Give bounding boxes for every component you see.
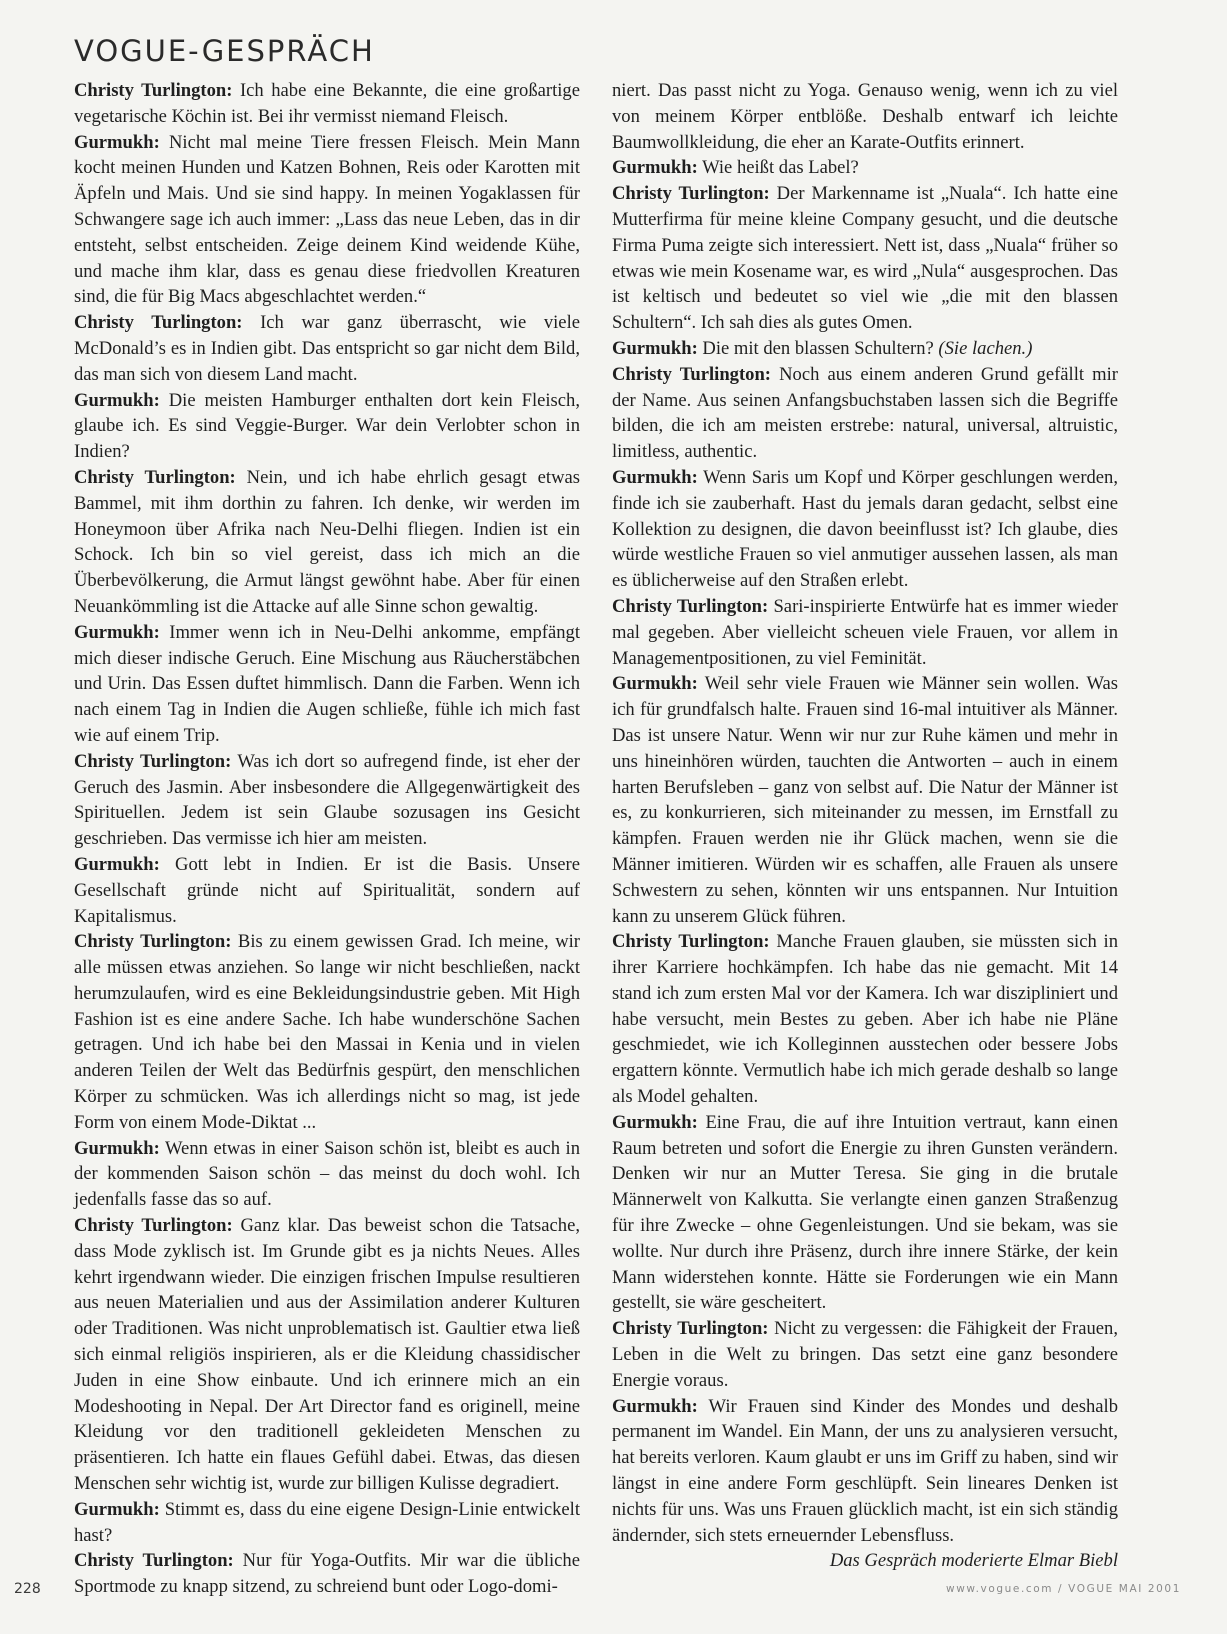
speaker-label: Christy Turlington: (74, 312, 243, 334)
interview-paragraph (74, 852, 580, 929)
speaker-label: Christy Turlington: (612, 1318, 769, 1340)
paragraph-text: Der Markenname ist „Nuala“. Ich hatte eine Mutterfirma für meine kleine Company gesucht, und die deutsche Firma Puma zeigte sich interessiert. Nett ist, dass „Nuala“ früher so etwas wie mein Kosename war, es wird „Nula“ ausgesprochen. Das ist keltisch und bedeutet so viel wie „die mit den blassen Schultern“. Ich sah dies als gutes Omen. (612, 183, 1118, 334)
interview-paragraph (612, 78, 1118, 155)
interview-paragraph (74, 620, 580, 749)
speaker-label: Gurmukh: (74, 621, 160, 643)
paragraph-text: Wenn Saris um Kopf und Körper geschlungen werden, finde ich sie zauberhaft. Hast du jemals daran gedacht, selbst eine Kollektion zu designen, die davon beeinflusst ist? Ich glaube, dies würde westliche Frauen so viel anmutiger aussehen lassen, als man es üblicherweise auf den Straßen erlebt. (612, 466, 1119, 592)
speaker-label: Gurmukh: (74, 389, 160, 411)
paragraph-text: Nur für Yoga-Outfits. Mir war die übliche Sportmode zu knapp sitzend, zu schreiend bunt oder Logo-domi- (74, 1550, 580, 1598)
stage-direction: (Sie lachen.) (938, 337, 1033, 359)
speaker-label: Gurmukh: (74, 131, 160, 153)
interview-paragraph (612, 1110, 1118, 1316)
speaker-label: Gurmukh: (74, 853, 160, 875)
speaker-label: Gurmukh: (612, 157, 698, 179)
paragraph-text: Wenn etwas in einer Saison schön ist, bleibt es auch in der kommenden Saison schön – das meinst du doch wohl. Ich jedenfalls fasse das so auf. (74, 1137, 581, 1211)
speaker-label: Christy Turlington: (74, 80, 233, 101)
speaker-label: Gurmukh: (612, 337, 698, 359)
speaker-label: Gurmukh: (612, 1111, 698, 1133)
paragraph-text: Gott lebt in Indien. Er ist die Basis. Unsere Gesellschaft gründe nicht auf Spiritualität, sondern auf Kapitalismus. (74, 853, 580, 927)
paragraph-text: Ich war ganz überrascht, wie viele McDonald’s es in Indien gibt. Das entspricht so gar nicht dem Bild, das man sich von diesem Land macht. (74, 312, 580, 385)
speaker-label: Christy Turlington: (612, 595, 769, 617)
paragraph-text: Nein, und ich habe ehrlich gesagt etwas Bammel, mit ihm dorthin zu fahren. Ich denke, wir werden im Honeymoon über Afrika nach Neu-Delhi fliegen. Indien ist ein Schock. Ich bin so viel gereist, dass ich mich an die Überbevölkerung, die Armut längst gewöhnt habe. Aber für einen Neuankömmling ist die Attacke auf alle Sinne schon gewaltig. (74, 466, 580, 617)
speaker-label: Christy Turlington: (74, 1215, 233, 1237)
interview-paragraph (74, 1136, 580, 1213)
paragraph-text: Immer wenn ich in Neu-Delhi ankomme, empfängt mich dieser indische Geruch. Eine Mischung aus Räucherstäbchen und Urin. Das Essen duftet himmlisch. Dann die Farben. Wenn ich nach einem Tag in Indien die Augen schließe, fühle ich mich fast wie auf einem Trip. (74, 621, 580, 746)
right-column (612, 78, 1118, 1574)
speaker-label: Christy Turlington: (74, 750, 232, 772)
paragraph-text: Weil sehr viele Frauen wie Männer sein wollen. Was ich für grundfalsch halte. Frauen sind 16-mal intuitiver als Männer. Das ist unsere Natur. Wenn wir nur zur Ruhe kämen und mehr in uns hineinhören würden, tauchten die Antworten – auch in einem harten Berufsleben – ganz von selbst auf. Die Natur der Männer ist es, zu konkurrieren, sich miteinander zu messen, im Ernstfall zu kämpfen. Frauen werden nie ihr Glück machen, wenn sie die Männer imitieren. Würden wir es schaffen, alle Frauen als unsere Schwestern zu sehen, könnten wir uns entspannen. Nur Intuition kann zu unserem Glück führen. (612, 673, 1119, 927)
paragraph-text: Die mit den blassen Schultern? (702, 337, 934, 359)
interview-paragraph (612, 155, 1118, 181)
paragraph-text: Bis zu einem gewissen Grad. Ich meine, wir alle müssen etwas anziehen. So lange wir nicht beschließen, nackt herumzulaufen, wird es eine Bekleidungsindustrie geben. Mit High Fashion ist es eine andere Sache. Ich habe wunderschöne Sachen getragen. Und ich habe bei den Massai in Kenia und in vielen anderen Teilen der Welt das Bedürfnis gespürt, den menschlichen Körper zu schmücken. Was ich allerdings nicht so mag, ist jede Form von einem Mode-Diktat ... (74, 931, 580, 1133)
paragraph-text: Noch aus einem anderen Grund gefällt mir der Name. Aus seinen Anfangsbuchstaben lassen sich die Begriffe bilden, die ich am meisten erstrebe: natural, universal, altruistic, limitless, authentic. (612, 363, 1118, 463)
speaker-label: Gurmukh: (612, 1395, 698, 1417)
paragraph-text: Was ich dort so aufregend finde, ist eher der Geruch des Jasmin. Aber insbesondere die Allgegenwärtigkeit des Spirituellen. Jedem ist sein Glaube sozusagen ins Gesicht geschrieben. Das vermisse ich hier am meisten. (74, 750, 580, 850)
interview-paragraph (612, 336, 1118, 362)
paragraph-text: Stimmt es, dass du eine eigene Design-Linie entwickelt hast? (74, 1498, 581, 1546)
interview-paragraph (612, 594, 1118, 671)
interview-paragraph (74, 749, 580, 852)
interview-paragraph (612, 181, 1118, 336)
interview-paragraph (74, 929, 580, 1135)
paragraph-text: Sari-inspirierte Entwürfe hat es immer wieder mal gegeben. Aber vielleicht scheuen viele Frauen, vor allem in Managementpositionen, zu viel Feminität. (612, 595, 1118, 669)
interview-paragraph (74, 1213, 580, 1497)
speaker-label: Christy Turlington: (74, 466, 236, 488)
footer-source: www.vogue.com / VOGUE MAI 2001 (946, 1583, 1181, 1595)
paragraph-text: Ich habe eine Bekannte, die eine großartige vegetarische Köchin ist. Bei ihr vermisst niemand Fleisch. (74, 80, 580, 127)
left-column (74, 78, 580, 1600)
paragraph-text: Wir Frauen sind Kinder des Mondes und deshalb permanent im Wandel. Ein Mann, der uns zu analysieren versucht, hat bereits verloren. Kaum glaubt er uns im Griff zu haben, sind wir längst in eine andere Form geschlüpft. Sein lineares Denken ist nichts für uns. Was uns Frauen glücklich macht, ist ein sich ständig ändernder, sich stets erneuernder Lebensfluss. (612, 1395, 1118, 1546)
speaker-label: Christy Turlington: (612, 183, 770, 205)
interview-paragraph (612, 1394, 1118, 1549)
speaker-label: Gurmukh: (612, 673, 698, 695)
interview-paragraph (74, 1497, 580, 1549)
interview-paragraph (74, 465, 580, 620)
moderator-credit: Das Gespräch moderierte Elmar Biebl (829, 1550, 1118, 1572)
interview-paragraph (612, 671, 1118, 929)
section-rubric: VOGUE-GESPRÄCH (74, 34, 375, 68)
paragraph-text: Ganz klar. Das beweist schon die Tatsache, dass Mode zyklisch ist. Im Grunde gibt es ja nichts Neues. Alles kehrt irgendwann wieder. Die einzigen frischen Impulse resultieren aus neuen Materialien und aus der Assimilation anderer Kulturen oder Traditionen. Was nicht unproblematisch ist. Gaultier etwa ließ sich einmal religiös inspirieren, als er die Kleidung chassidischer Juden in eine Show einbaute. Und ich erinnere mich an ein Modeshooting in Nepal. Der Art Director fand es originell, meine Kleidung vor den traditionell gekleideten Menschen zu präsentieren. Ich hatte ein flaues Gefühl dabei. Etwas, das diesen Menschen sehr wichtig ist, wurde zur billigen Kulisse degradiert. (74, 1215, 580, 1495)
paragraph-text: Die meisten Hamburger enthalten dort kein Fleisch, glaube ich. Es sind Veggie-Burger. War dein Verlobter schon in Indien? (74, 389, 580, 463)
paragraph-text: Nicht mal meine Tiere fressen Fleisch. Mein Mann kocht meinen Hunden und Katzen Bohnen, Reis oder Karotten mit Äpfeln und Mais. Und sie sind happy. In meinen Yogaklassen für Schwangere sage ich auch immer: „Lass das neue Leben, das in dir entsteht, selbst entscheiden. Zeige deinem Kind weidende Kühe, und mache ihm klar, dass es genau diese friedvollen Kreaturen sind, die für Big Macs abgeschlachtet werden.“ (74, 131, 580, 308)
page-number: 228 (14, 1581, 41, 1597)
speaker-label: Christy Turlington: (74, 931, 232, 953)
interview-paragraph (74, 388, 580, 465)
interview-paragraph (612, 362, 1118, 465)
speaker-label: Gurmukh: (74, 1137, 160, 1159)
speaker-label: Gurmukh: (612, 466, 698, 488)
paragraph-text: Eine Frau, die auf ihre Intuition vertraut, kann einen Raum betreten und sofort die Energie zu ihren Gunsten verändern. Denken wir nur an Mutter Teresa. Sie ging in die brutale Männerwelt von Kalkutta. Sie verlangte einen ganzen Straßenzug für ihre Zwecke – ohne Gegenleistungen. Und sie bekam, was sie wollte. Nur durch ihre Präsenz, durch ihre innere Stärke, der kein Mann widerstehen konnte. Hätte sie Forderungen wie ein Mann gestellt, sie wäre gescheitert. (612, 1111, 1118, 1314)
interview-paragraph (74, 130, 580, 311)
speaker-label: Christy Turlington: (612, 931, 770, 953)
interview-paragraph (612, 1316, 1118, 1393)
interview-paragraph (612, 465, 1118, 594)
interview-paragraph (74, 1548, 580, 1600)
speaker-label: Christy Turlington: (612, 363, 771, 385)
speaker-label: Christy Turlington: (74, 1550, 234, 1572)
paragraph-text: Wie heißt das Label? (702, 157, 859, 179)
paragraph-text: niert. Das passt nicht zu Yoga. Genauso wenig, wenn ich zu viel von meinem Körper entblöße. Deshalb entwarf ich leichte Baumwollkleidung, die eher an Karate-Outfits erinnert. (612, 80, 1118, 153)
interview-paragraph (612, 929, 1118, 1110)
paragraph-text: Nicht zu vergessen: die Fähigkeit der Frauen, Leben in die Welt zu bringen. Das setzt eine ganz besondere Energie voraus. (612, 1318, 1118, 1391)
interview-paragraph (74, 78, 580, 130)
paragraph-text: Manche Frauen glauben, sie müssten sich in ihrer Karriere hochkämpfen. Ich habe das nie gemacht. Mit 14 stand ich zum ersten Mal vor der Kamera. Ich war diszipliniert und habe versucht, mein Bestes zu geben. Aber ich habe nie Pläne geschmiedet, wie ich Kolleginnen ausstechen oder bessere Jobs ergattern könnte. Vermutlich habe ich mich gerade deshalb so lange als Model gehalten. (612, 931, 1118, 1108)
speaker-label: Gurmukh: (74, 1498, 160, 1520)
interview-paragraph (74, 310, 580, 387)
